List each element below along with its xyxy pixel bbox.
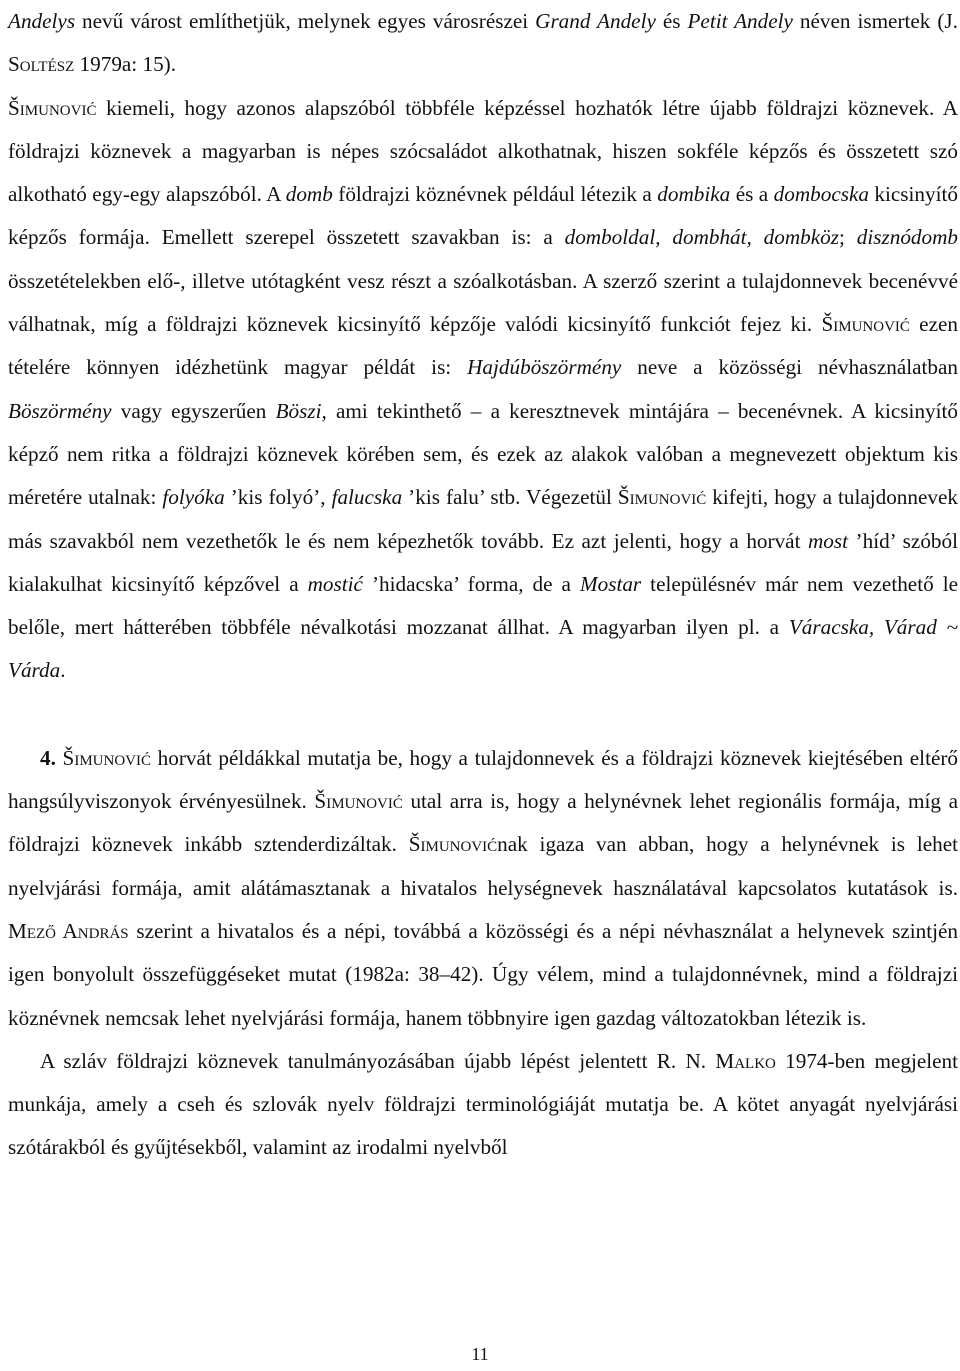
italic-term: disznódomb: [856, 225, 959, 250]
text-run: [56, 746, 63, 770]
italic-term: mostić: [307, 571, 363, 596]
author-name: Šimunović: [408, 832, 498, 857]
text-run: 1979a: 15).: [74, 52, 177, 77]
text-run: vagy egyszerűen: [111, 398, 276, 423]
text-run: horvát példákkal mutatja be, hogy a tulajdonnevek és a földrajzi köznevek kiejtésében eltérő hangsúlyviszonyok érvényesülnek.: [8, 745, 959, 814]
author-name: Mező András: [8, 918, 129, 943]
author-name: Šimunović: [62, 745, 151, 770]
author-name: Šimunović: [8, 95, 97, 120]
text-run: ’hidacska’ forma, de a: [362, 571, 580, 596]
section-gap: [8, 693, 958, 737]
section-number: 4.: [40, 745, 56, 770]
italic-term: Andelys: [8, 9, 76, 33]
text-run: és: [655, 9, 688, 33]
text-run: .: [60, 658, 66, 683]
paragraph-andelys: [8, 0, 958, 87]
italic-term: Hajdúböszörmény: [467, 355, 622, 380]
author-name: Malko: [715, 1048, 776, 1073]
text-run: kiemeli, hogy azonos alapszóból többféle képzéssel hozhatók létre újabb földrajzi köznevek. A földrajzi köznevek a magyarban is népes szócsaládot alkothatnak, hiszen sokféle képzős és összetett szó alkotható egy-egy alapszóból. A: [8, 95, 958, 207]
italic-term: domb: [285, 182, 333, 207]
text-run: utal arra is, hogy a helynévnek lehet regionális formája, míg a földrajzi köznevek inkább sztenderdizáltak.: [8, 789, 958, 857]
italic-term: Váracska, Várad ~ Várda: [8, 615, 958, 683]
text-run: szerint a hivatalos és a népi, továbbá a közösségi és a népi névhasználat a helynevek szintjén igen bonyolult összefüggéseket mutat (1982a: 38–42). Úgy vélem, mind a tulajdonnévnek, mind a földrajzi köznévnek nemcsak lehet nyelvjárási formája, hanem többnyire igen gazdag változatokban létezik is.: [8, 918, 958, 1030]
italic-term: dombocska: [773, 182, 869, 207]
text-run: A szláv földrajzi köznevek tanulmányozásában újabb lépést jelentett R. N.: [40, 1048, 716, 1073]
italic-term: most: [807, 528, 849, 553]
italic-term: Böszörmény: [8, 398, 112, 423]
text-run: ’kis falu’ stb. Végezetül: [402, 485, 618, 510]
italic-term: Mostar: [579, 571, 642, 596]
page-number: 11: [471, 1344, 489, 1364]
italic-term: Böszi,: [275, 398, 327, 423]
text-run: ;: [839, 225, 857, 250]
text-run: kifejti, hogy a tulajdonnevek más szavakból nem vezethetők le és nem képezhetők tovább. Ez azt jelenti, hogy a horvát: [8, 485, 958, 553]
text-run: neve a közösségi névhasználatban: [621, 355, 958, 380]
italic-term: dombika: [657, 182, 731, 207]
paragraph-hangsuly: [8, 737, 958, 1040]
italic-term: folyóka: [162, 485, 225, 510]
text-run: településnév már nem vezethető le belőle, mert hátterében többféle névalkotási mozzanat állhat. A magyarban ilyen pl. a: [8, 571, 958, 640]
italic-term: Petit Andely: [687, 9, 793, 33]
text-run: és a: [730, 182, 774, 207]
text-run: kicsinyítő képzős formája. Emellett szerepel összetett szavakban is: a: [8, 182, 958, 250]
text-run: földrajzi köznévnek például létezik a: [332, 182, 658, 207]
italic-term: domboldal, dombhát, dombköz: [564, 225, 840, 250]
text-run: ’kis folyó’,: [224, 485, 332, 510]
text-run: 1974-ben megjelent munkája, amely a cseh és szlovák nyelv földrajzi terminológiáját mutatja be. A kötet anyagát nyelvjárási szótárakból és gyűjtésekből, valamint az irodalmi nyelvből: [8, 1048, 959, 1160]
text-run: ami tekinthető – a keresztnevek mintájára – becenévnek. A kicsinyítő képző nem ritka a földrajzi köznevek körében sem, és ezek az alakok valóban a megnevezett objektum kis méretére utalnak:: [8, 398, 958, 510]
author-name: Soltész: [8, 52, 75, 77]
document-page: [8, 0, 958, 1170]
author-name: Šimunović: [821, 312, 910, 337]
text-run: nevű várost említhetjük, melynek egyes városrészei: [75, 9, 536, 33]
text-run: néven ismertek (J.: [792, 9, 958, 33]
italic-term: falucska: [331, 485, 403, 510]
paragraph-kicsinyito: [8, 87, 958, 693]
italic-term: Grand Andely: [535, 9, 656, 33]
text-run: ’híd’ szóból kialakulhat kicsinyítő képzővel a: [8, 528, 958, 596]
text-run: összetételekben elő-, illetve utótagként vesz részt a szóalkotásban. A szerző szerint a tulajdonnevek becenévvé válhatnak, míg a földrajzi köznevek kicsinyítő képzője valódi kicsinyítő funkciót fejez ki.: [8, 268, 958, 337]
text-run: ezen tételére könnyen idézhetünk magyar példát is:: [8, 312, 958, 380]
paragraph-malko: [8, 1040, 958, 1170]
author-name: Šimunović: [617, 485, 707, 510]
author-name: Šimunović: [314, 789, 403, 814]
text-run: nak igaza van abban, hogy a helynévnek is lehet nyelvjárási formája, amit alátámasztanak a hivatalos helységnevek használatával kapcsolatos kutatások is.: [8, 832, 958, 900]
